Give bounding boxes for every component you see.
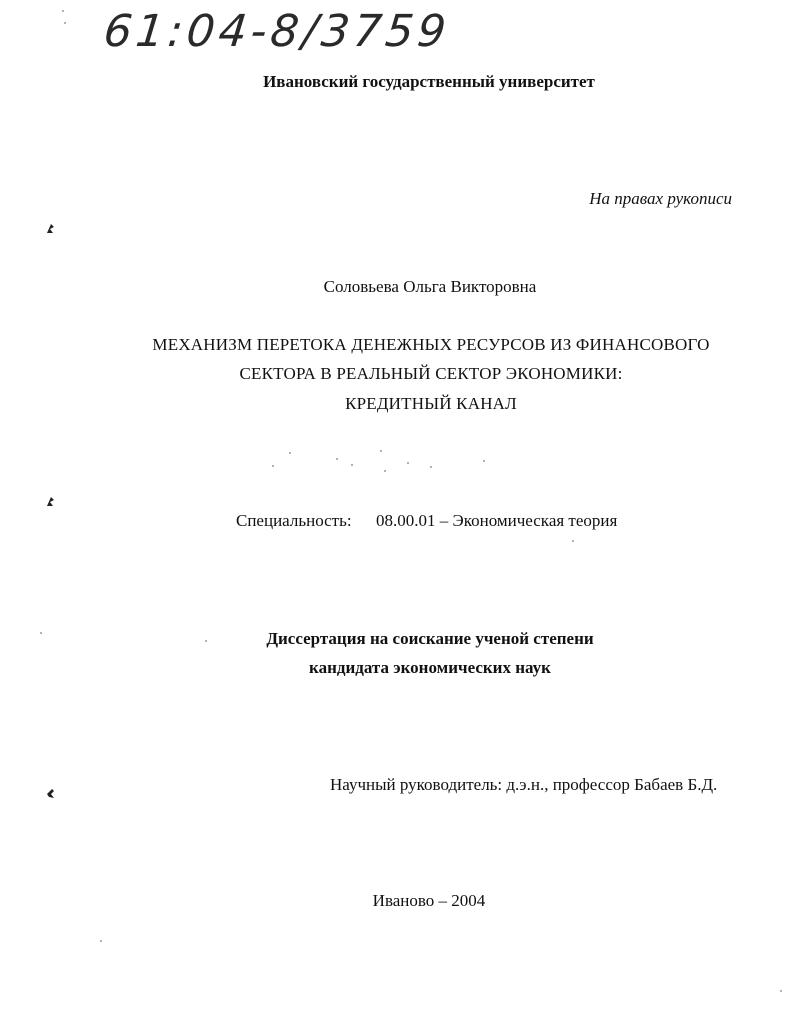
scan-speck <box>205 640 207 642</box>
university-name: Ивановский государственный университет <box>263 72 595 91</box>
scan-speck <box>100 940 102 942</box>
margin-mark-icon <box>46 788 55 799</box>
scan-speck <box>64 22 66 24</box>
scan-speck <box>289 452 291 454</box>
handwritten-archive-number: 61:04-8/3759 <box>101 6 453 57</box>
specialty-value: 08.00.01 – Экономическая теория <box>376 511 618 530</box>
scan-speck <box>483 460 485 462</box>
scan-speck <box>407 462 409 464</box>
specialty-label: Специальность: <box>236 511 352 530</box>
margin-mark-icon <box>46 223 55 234</box>
dissertation-degree-line-2: кандидата экономических наук <box>309 658 551 677</box>
scan-speck <box>272 465 274 467</box>
dissertation-degree-line-1: Диссертация на соискание ученой степени <box>266 629 594 648</box>
scan-speck <box>384 470 386 472</box>
scan-speck <box>380 450 382 452</box>
scan-speck <box>351 464 353 466</box>
thesis-title-line-3: КРЕДИТНЫЙ КАНАЛ <box>345 394 517 413</box>
scan-speck <box>430 466 432 468</box>
thesis-title-line-2: СЕКТОРА В РЕАЛЬНЫЙ СЕКТОР ЭКОНОМИКИ: <box>239 364 623 383</box>
scan-speck <box>40 632 42 634</box>
manuscript-note: На правах рукописи <box>589 189 732 208</box>
scan-speck <box>336 458 338 460</box>
author-name: Соловьева Ольга Викторовна <box>323 277 537 296</box>
scan-speck <box>780 990 782 992</box>
scientific-supervisor: Научный руководитель: д.э.н., профессор Бабаев Б.Д. <box>330 775 718 794</box>
scan-speck <box>62 10 64 12</box>
city-and-year: Иваново – 2004 <box>372 891 486 910</box>
margin-mark-icon <box>46 496 55 507</box>
thesis-title-line-1: МЕХАНИЗМ ПЕРЕТОКА ДЕНЕЖНЫХ РЕСУРСОВ ИЗ ФИНАНСОВОГО <box>152 335 710 354</box>
scan-speck <box>572 540 574 542</box>
